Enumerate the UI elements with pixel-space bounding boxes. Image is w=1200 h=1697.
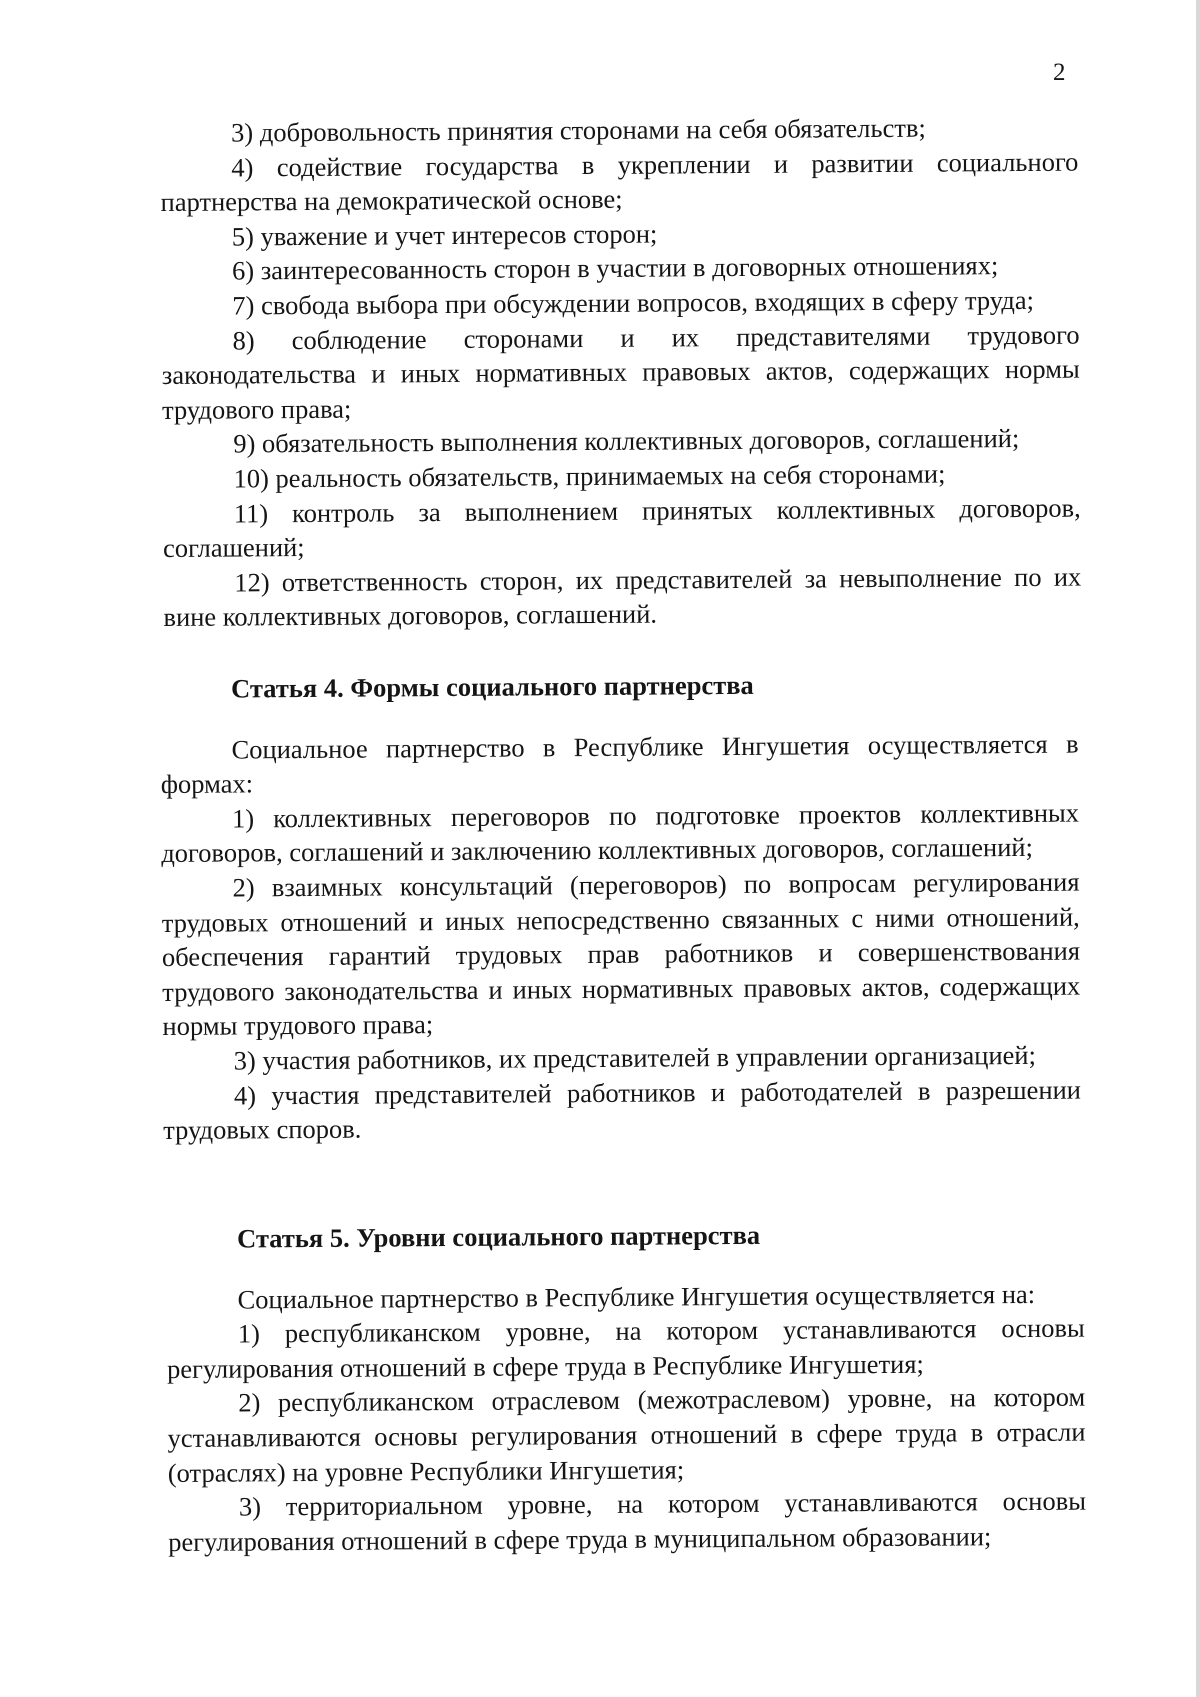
list-item: 8) соблюдение сторонами и их представителями трудового законодательства и иных нормативных правовых актов, содержащих нормы трудового права; — [161, 319, 1080, 425]
list-item: 9) обязательность выполнения коллективных договоров, соглашений; — [233, 423, 1020, 459]
article-5 — [166, 1216, 1086, 1560]
list-item: 1) коллективных переговоров по подготовке проектов коллективных договоров, соглашений и заключению коллективных договоров, соглашений; — [161, 797, 1080, 869]
article-4-heading: Статья 4. Формы социального партнерства — [231, 669, 754, 704]
scan-edge — [1196, 0, 1200, 1697]
list-item: 3) участия работников, их представителей в управлении организацией; — [233, 1039, 1037, 1076]
list-item: 5) уважение и учет интересов сторон; — [231, 218, 658, 252]
principles-list — [160, 110, 1082, 635]
list-item: 12) ответственность сторон, их представителей за невыполнение по их вине коллективных договоров, соглашений. — [163, 561, 1082, 633]
article-4-intro: Социальное партнерство в Республике Ингушетия осуществляется в формах: — [160, 728, 1079, 800]
article-4 — [160, 666, 1081, 1148]
list-item: 2) республиканском отраслевом (межотраслевом) уровне, на котором устанавливаются основы регулирования отношений в сфере труда в отрасли (отраслях) на уровне Республики Ингушетия; — [167, 1381, 1086, 1488]
list-item: 6) заинтересованность сторон в участии в договорных отношениях; — [231, 250, 999, 286]
list-item: 4) содействие государства в укреплении и развитии социального партнерства на демократической основе; — [160, 146, 1079, 218]
article-5-heading: Статья 5. Уровни социального партнерства — [237, 1219, 761, 1254]
list-item: 10) реальность обязательств, принимаемых на себя сторонами; — [233, 458, 946, 494]
article-5-intro: Социальное партнерство в Республике Ингушетия осуществляется на: — [237, 1278, 1036, 1315]
list-item: 3) добровольность принятия сторонами на себя обязательств; — [231, 112, 926, 148]
list-item: 1) республиканском уровне, на котором устанавливаются основы регулирования отношений в сфере труда в Республике Ингушетия; — [166, 1312, 1085, 1384]
list-item: 7) свобода выбора при обсуждении вопросов, входящих в сферу труда; — [232, 284, 1034, 321]
list-item: 3) территориальном уровне, на котором устанавливаются основы регулирования отношений в сфере труда в муниципальном образовании; — [168, 1485, 1087, 1557]
list-item: 11) контроль за выполнением принятых коллективных договоров, соглашений; — [162, 492, 1081, 564]
list-item: 2) взаимных консультаций (переговоров) по вопросам регулирования трудовых отношений и иных непосредственно связанных с ними отношений, обеспечения гарантий трудовых прав работников и совершенствования трудового законодательства и иных нормативных правовых актов, содержащих нормы трудового права; — [161, 866, 1081, 1042]
list-item: 4) участия представителей работников и работодателей в разрешении трудовых споров. — [163, 1074, 1082, 1146]
page-number: 2 — [1053, 59, 1066, 86]
